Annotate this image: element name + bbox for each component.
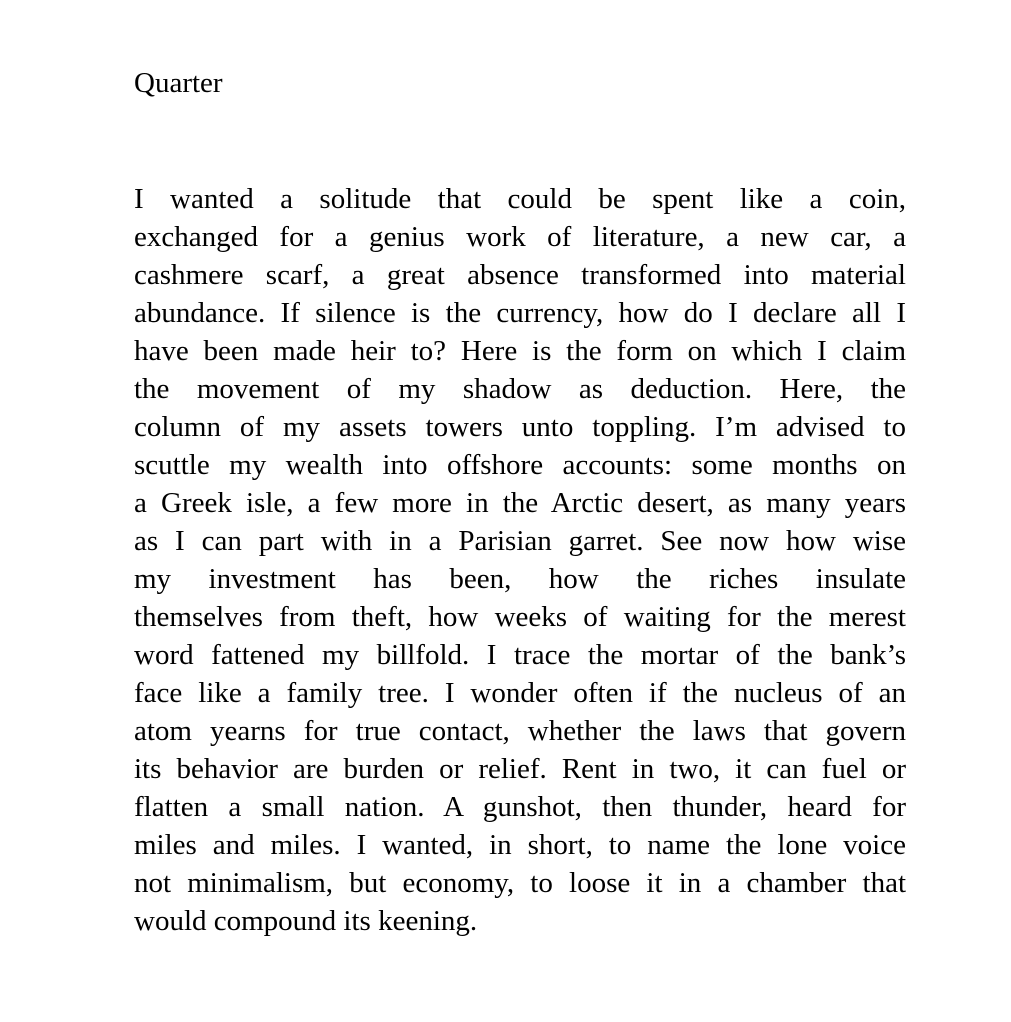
poem-line: would compound its keening. bbox=[134, 905, 478, 937]
poem-line: not minimalism, but economy, to loose it in a chamber that bbox=[134, 867, 906, 899]
poem-line: face like a family tree. I wonder often if the nucleus of an bbox=[134, 677, 906, 709]
poem-line: word fattened my billfold. I trace the mortar of the bank’s bbox=[134, 639, 906, 671]
poem-line: I wanted a solitude that could be spent like a coin, bbox=[134, 183, 906, 215]
poem-line: abundance. If silence is the currency, how do I declare all I bbox=[134, 297, 906, 329]
poem-line: the movement of my shadow as deduction. Here, the bbox=[134, 373, 906, 405]
poem-line: as I can part with in a Parisian garret. See now how wise bbox=[134, 525, 906, 557]
poem-line: have been made heir to? Here is the form on which I claim bbox=[134, 335, 906, 367]
poem-body bbox=[134, 180, 906, 940]
poem-line: atom yearns for true contact, whether the laws that govern bbox=[134, 715, 906, 747]
poem-line: cashmere scarf, a great absence transformed into material bbox=[134, 259, 906, 291]
poem-line: a Greek isle, a few more in the Arctic desert, as many years bbox=[134, 487, 906, 519]
poem-line: its behavior are burden or relief. Rent in two, it can fuel or bbox=[134, 753, 906, 785]
poem-line: my investment has been, how the riches insulate bbox=[134, 563, 906, 595]
poem-line: exchanged for a genius work of literature, a new car, a bbox=[134, 221, 906, 253]
poem-line: column of my assets towers unto toppling. I’m advised to bbox=[134, 411, 906, 443]
poem-line: scuttle my wealth into offshore accounts: some months on bbox=[134, 449, 906, 481]
poem-line: flatten a small nation. A gunshot, then thunder, heard for bbox=[134, 791, 906, 823]
poem-line: miles and miles. I wanted, in short, to name the lone voice bbox=[134, 829, 906, 861]
poem-line: themselves from theft, how weeks of waiting for the merest bbox=[134, 601, 906, 633]
poem-title: Quarter bbox=[134, 67, 223, 99]
